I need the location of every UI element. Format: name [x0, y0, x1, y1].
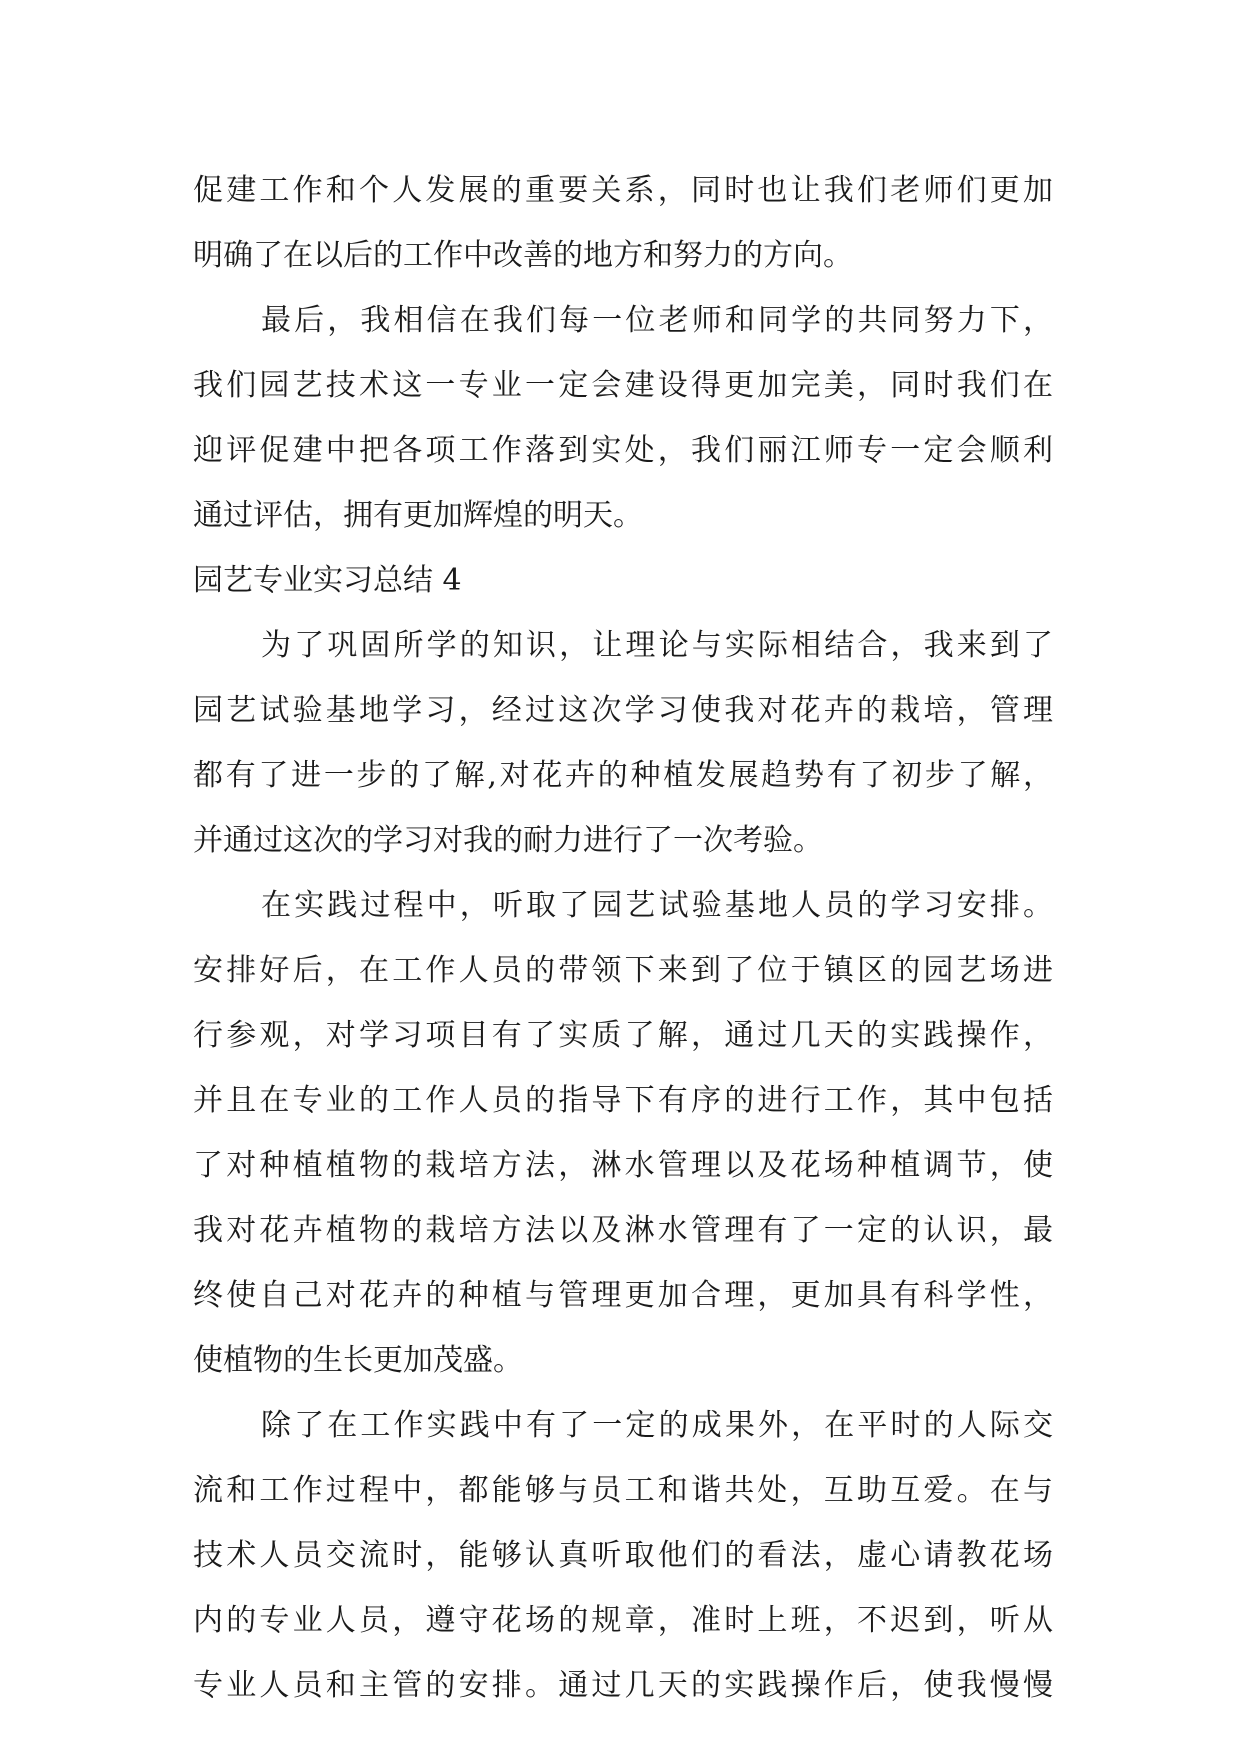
- text-line: 明确了在以后的工作中改善的地方和努力的方向。: [193, 238, 853, 273]
- text-line: 并且在专业的工作人员的指导下有序的进行工作，其中包括: [193, 1083, 1053, 1118]
- text-line: 使植物的生长更加茂盛。: [193, 1343, 523, 1378]
- text-line: 迎评促建中把各项工作落到实处，我们丽江师专一定会顺利: [193, 433, 1053, 468]
- text-line: 在实践过程中，听取了园艺试验基地人员的学习安排。: [261, 888, 1053, 923]
- text-line: 了对种植植物的栽培方法，淋水管理以及花场种植调节，使: [193, 1148, 1053, 1183]
- document-body: [193, 158, 1053, 1718]
- text-line: 我们园艺技术这一专业一定会建设得更加完美，同时我们在: [193, 368, 1053, 403]
- text-line: 终使自己对花卉的种植与管理更加合理，更加具有科学性，: [193, 1278, 1053, 1313]
- text-line: 除了在工作实践中有了一定的成果外，在平时的人际交: [261, 1408, 1053, 1443]
- text-line: 促建工作和个人发展的重要关系，同时也让我们老师们更加: [193, 173, 1053, 208]
- section-heading: 园艺专业实习总结 4: [193, 563, 462, 598]
- text-line: 行参观，对学习项目有了实质了解，通过几天的实践操作，: [193, 1018, 1053, 1053]
- text-line: 专业人员和主管的安排。通过几天的实践操作后，使我慢慢: [193, 1668, 1053, 1703]
- text-line: 都有了进一步的了解,对花卉的种植发展趋势有了初步了解，: [193, 758, 1053, 793]
- text-line: 通过评估，拥有更加辉煌的明天。: [193, 498, 643, 533]
- text-line: 安排好后，在工作人员的带领下来到了位于镇区的园艺场进: [193, 953, 1053, 988]
- text-line: 并通过这次的学习对我的耐力进行了一次考验。: [193, 823, 823, 858]
- text-line: 为了巩固所学的知识，让理论与实际相结合，我来到了: [261, 628, 1053, 663]
- text-line: 园艺试验基地学习，经过这次学习使我对花卉的栽培，管理: [193, 693, 1053, 728]
- text-line: 流和工作过程中，都能够与员工和谐共处，互助互爱。在与: [193, 1473, 1053, 1508]
- text-line: 我对花卉植物的栽培方法以及淋水管理有了一定的认识，最: [193, 1213, 1053, 1248]
- text-line: 最后，我相信在我们每一位老师和同学的共同努力下，: [261, 303, 1053, 338]
- text-line: 技术人员交流时，能够认真听取他们的看法，虚心请教花场: [193, 1538, 1053, 1573]
- text-line: 内的专业人员，遵守花场的规章，准时上班，不迟到，听从: [193, 1603, 1053, 1638]
